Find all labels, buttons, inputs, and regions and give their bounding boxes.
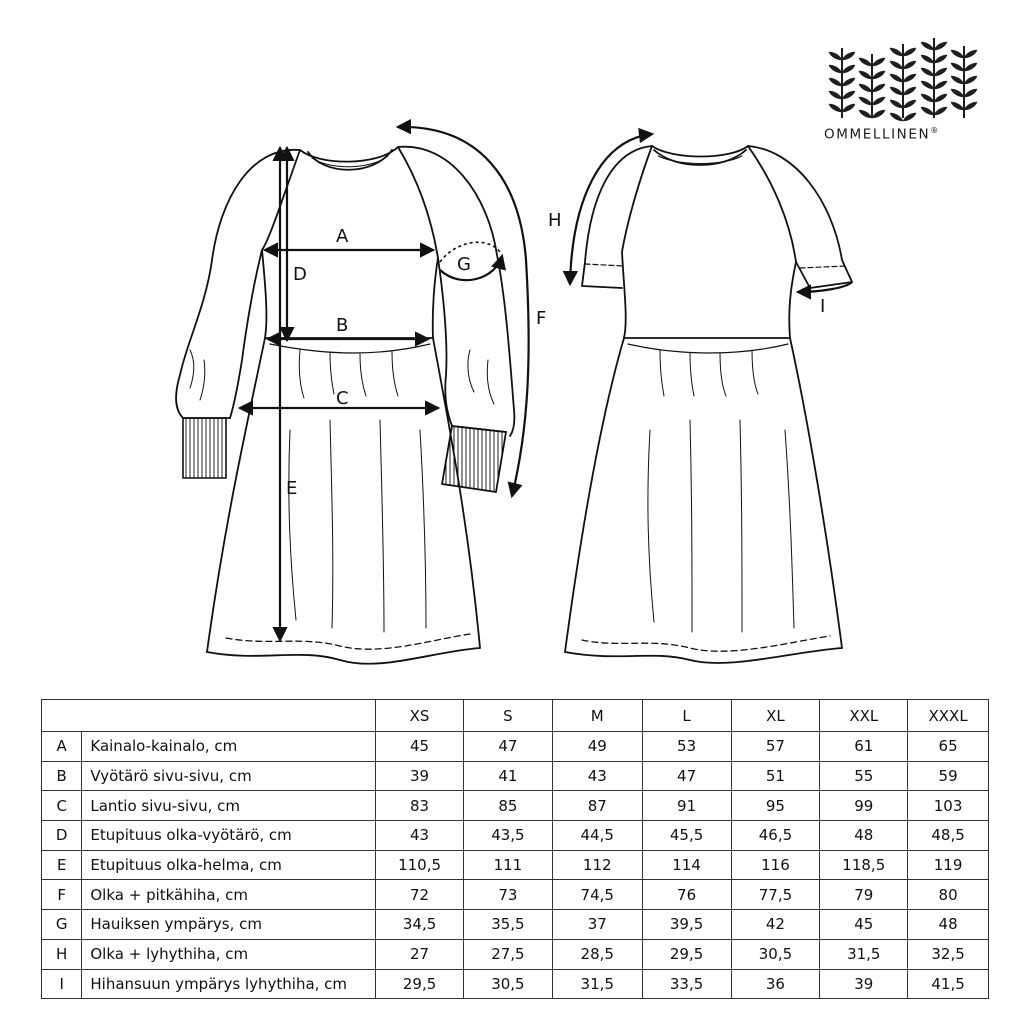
measurement-value: 31,5 — [552, 969, 642, 999]
label-a: A — [336, 226, 349, 247]
measurement-value: 45 — [376, 732, 464, 762]
size-header: L — [642, 700, 731, 732]
measurement-name: Etupituus olka-helma, cm — [82, 850, 376, 880]
measurement-value: 34,5 — [376, 910, 464, 940]
size-header: XL — [731, 700, 820, 732]
measurement-value: 44,5 — [552, 821, 642, 851]
measurement-value: 83 — [376, 791, 464, 821]
measurement-value: 51 — [731, 761, 820, 791]
measurement-name: Hauiksen ympärys, cm — [82, 910, 376, 940]
measurement-value: 45 — [820, 910, 908, 940]
label-e: E — [286, 478, 298, 499]
measurement-value: 28,5 — [552, 939, 642, 969]
measurement-value: 112 — [552, 850, 642, 880]
measurement-value: 39 — [376, 761, 464, 791]
measurement-value: 110,5 — [376, 850, 464, 880]
measurement-value: 61 — [820, 732, 908, 762]
row-code: B — [42, 761, 82, 791]
measurement-value: 73 — [463, 880, 552, 910]
measurement-value: 76 — [642, 880, 731, 910]
row-code: C — [42, 791, 82, 821]
row-code: A — [42, 732, 82, 762]
measurement-value: 72 — [376, 880, 464, 910]
measurement-name: Olka + lyhythiha, cm — [82, 939, 376, 969]
measurement-value: 74,5 — [552, 880, 642, 910]
measurement-value: 53 — [642, 732, 731, 762]
measurement-value: 118,5 — [820, 850, 908, 880]
measurement-value: 77,5 — [731, 880, 820, 910]
size-header: XS — [376, 700, 464, 732]
short-sleeve-dress — [565, 146, 852, 663]
measurement-value: 41,5 — [908, 969, 989, 999]
row-code: H — [42, 939, 82, 969]
measurement-value: 41 — [463, 761, 552, 791]
measurement-value: 43 — [552, 761, 642, 791]
measurement-value: 35,5 — [463, 910, 552, 940]
table-row — [42, 761, 989, 791]
table-row — [42, 910, 989, 940]
table-row — [42, 821, 989, 851]
row-code: G — [42, 910, 82, 940]
table-row — [42, 969, 989, 999]
measurement-value: 45,5 — [642, 821, 731, 851]
table-row — [42, 791, 989, 821]
label-d: D — [293, 264, 307, 285]
label-c: C — [336, 388, 349, 409]
table-row — [42, 939, 989, 969]
brand-name: OMMELLINEN® — [824, 126, 940, 143]
size-header: M — [552, 700, 642, 732]
size-header-row — [42, 700, 989, 732]
header-blank — [42, 700, 376, 732]
measurement-name: Etupituus olka-vyötärö, cm — [82, 821, 376, 851]
row-code: I — [42, 969, 82, 999]
size-header: XXXL — [908, 700, 989, 732]
measurement-labels — [286, 210, 825, 499]
measurement-value: 85 — [463, 791, 552, 821]
measurement-value: 48 — [820, 821, 908, 851]
measurement-value: 95 — [731, 791, 820, 821]
measurement-value: 48,5 — [908, 821, 989, 851]
measurement-name: Kainalo-kainalo, cm — [82, 732, 376, 762]
measurement-value: 36 — [731, 969, 820, 999]
measurement-value: 29,5 — [376, 969, 464, 999]
measurement-value: 111 — [463, 850, 552, 880]
row-code: F — [42, 880, 82, 910]
measurement-value: 47 — [642, 761, 731, 791]
measurement-name: Lantio sivu-sivu, cm — [82, 791, 376, 821]
measurement-value: 43,5 — [463, 821, 552, 851]
measurement-value: 119 — [908, 850, 989, 880]
label-i: I — [820, 296, 826, 317]
table-row — [42, 732, 989, 762]
measurement-value: 33,5 — [642, 969, 731, 999]
table-row — [42, 850, 989, 880]
measurement-value: 42 — [731, 910, 820, 940]
measurement-name: Olka + pitkähiha, cm — [82, 880, 376, 910]
measurement-value: 57 — [731, 732, 820, 762]
measurement-value: 59 — [908, 761, 989, 791]
measurement-value: 80 — [908, 880, 989, 910]
measurement-value: 49 — [552, 732, 642, 762]
measurement-value: 39,5 — [642, 910, 731, 940]
brand-logo — [829, 38, 977, 121]
measurement-value: 47 — [463, 732, 552, 762]
measurement-value: 30,5 — [463, 969, 552, 999]
label-f: F — [536, 308, 547, 329]
measurement-value: 27 — [376, 939, 464, 969]
measurement-value: 87 — [552, 791, 642, 821]
measurement-value: 55 — [820, 761, 908, 791]
size-header: XXL — [820, 700, 908, 732]
measurement-value: 27,5 — [463, 939, 552, 969]
size-header: S — [463, 700, 552, 732]
measurement-value: 99 — [820, 791, 908, 821]
row-code: D — [42, 821, 82, 851]
measurement-value: 91 — [642, 791, 731, 821]
measurement-value: 39 — [820, 969, 908, 999]
measurement-name: Vyötärö sivu-sivu, cm — [82, 761, 376, 791]
table-row — [42, 880, 989, 910]
measurement-value: 29,5 — [642, 939, 731, 969]
measurement-value: 48 — [908, 910, 989, 940]
size-table — [41, 699, 989, 999]
row-code: E — [42, 850, 82, 880]
label-g: G — [457, 254, 471, 275]
label-b: B — [336, 315, 349, 336]
measurement-value: 30,5 — [731, 939, 820, 969]
measurement-value: 116 — [731, 850, 820, 880]
measurement-value: 43 — [376, 821, 464, 851]
measurement-value: 79 — [820, 880, 908, 910]
measurement-value: 32,5 — [908, 939, 989, 969]
measurement-value: 37 — [552, 910, 642, 940]
measurement-value: 65 — [908, 732, 989, 762]
measurement-value: 103 — [908, 791, 989, 821]
label-h: H — [548, 210, 562, 231]
measurement-value: 114 — [642, 850, 731, 880]
measurement-value: 31,5 — [820, 939, 908, 969]
measurement-value: 46,5 — [731, 821, 820, 851]
measurement-name: Hihansuun ympärys lyhythiha, cm — [82, 969, 376, 999]
